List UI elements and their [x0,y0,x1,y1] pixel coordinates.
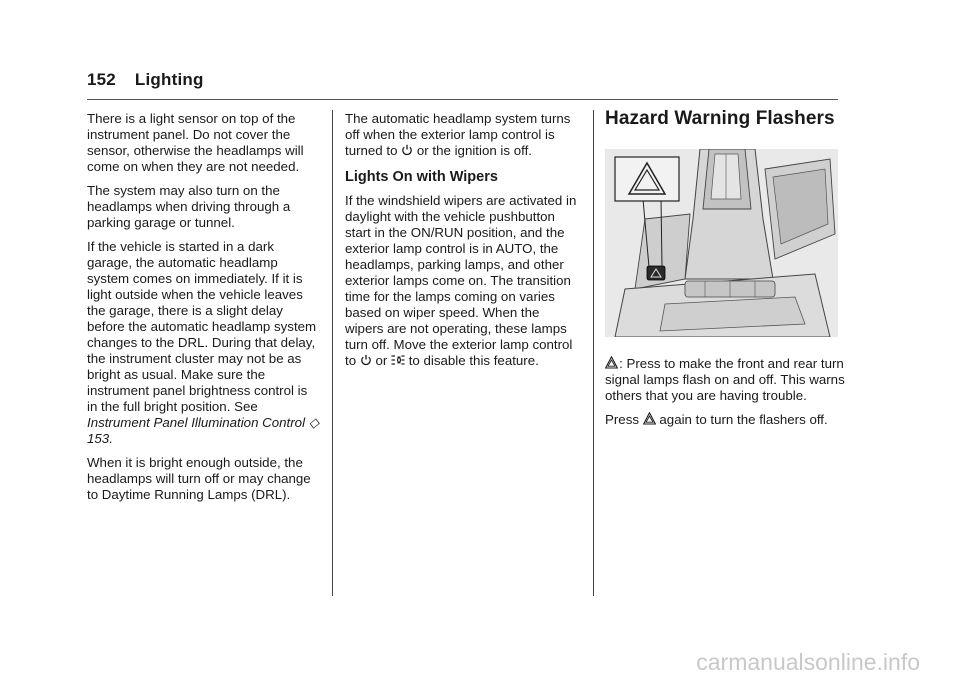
hazard-triangle-icon [605,356,618,369]
paragraph-text: or [375,353,388,368]
paragraph-text: again to turn the flashers off. [659,412,828,427]
paragraph-text: If the windshield wipers are activated in daylight with the vehicle pushbutton start in the ON/RUN position, and the exterior lamp control is in AUTO, the headlamps, parking lamps, and other exterior lamps come on. The transition time for the lamps coming on varies based on wiper speed. When the wipers are not operating, these lamps turn off. Move the exterior lamp control to [345,193,577,368]
paragraph [87,239,319,447]
paragraph-text: to disable this feature. [408,353,539,368]
page-ref-icon: ◇ [308,415,319,430]
section-heading: Hazard Warning Flashers [605,108,835,129]
paragraph [345,193,580,369]
link-page: 153 [87,431,110,446]
page-number: 152 [87,70,116,89]
paragraph-text: : Press to make the front and rear turn signal lamps flash on and off. This warns others that you are having trouble. [605,356,845,403]
column-1 [87,111,319,511]
paragraph-text: or the ignition is off. [416,143,532,158]
power-off-icon [360,354,372,366]
paragraph: When it is bright enough outside, the headlamps will turn off or may change to Daytime Running Lamps (DRL). [87,455,311,502]
page-header [87,70,204,90]
paragraph [605,356,845,404]
cross-reference-link[interactable]: Instrument Panel Illumination Control ◇ 153. [87,415,319,446]
watermark: carmanualsonline.info [696,649,920,675]
link-text: Instrument Panel Illumination Control [87,415,306,430]
hazard-caption [605,356,845,436]
power-off-icon [401,144,413,156]
paragraph-text: Press [605,412,639,427]
column-divider-1 [332,110,333,596]
parking-lamp-icon [391,354,405,366]
paragraph-text: If the vehicle is started in a dark garage, the automatic headlamp system comes on immediately. If it is light outside when the vehicle leaves the garage, there is a slight delay before the automatic headlamp system changes to the DRL. During that delay, the instrument cluster may not be as bright as usual. Make sure the instrument panel brightness control is in the full bright position. See [87,239,317,414]
paragraph: There is a light sensor on top of the instrument panel. Do not cover the sensor, otherwise the headlamps will come on when they are not needed. [87,111,304,174]
paragraph-text: The automatic headlamp system turns off when the exterior lamp control is turned to [345,111,571,158]
paragraph [605,412,845,428]
hazard-triangle-icon [643,412,656,425]
paragraph: The system may also turn on the headlamps when driving through a parking garage or tunnel. [87,183,291,230]
header-rule [87,99,838,100]
hazard-button-illustration [605,149,838,337]
console-illustration [605,149,838,337]
subheading: Lights On with Wipers [345,169,498,185]
column-3 [605,108,845,129]
paragraph [345,111,580,159]
column-divider-2 [593,110,594,596]
column-2 [345,111,580,377]
section-title: Lighting [134,70,204,89]
